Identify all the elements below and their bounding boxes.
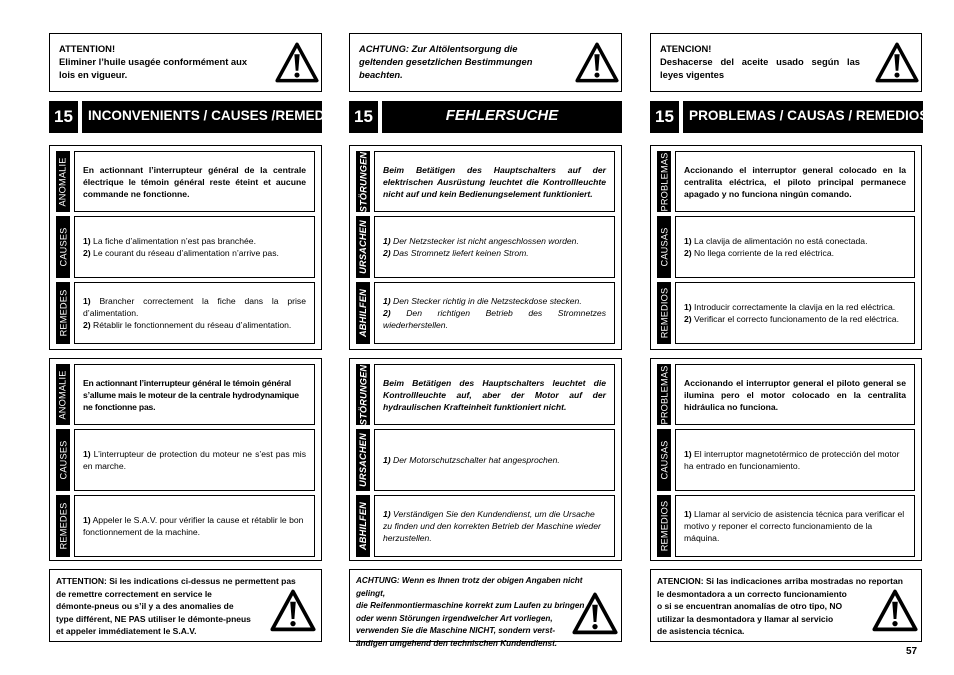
- warning-line: geltenden gesetzlichen Bestimmungen: [359, 56, 533, 67]
- bottom-warning-de: [349, 569, 622, 648]
- warning-line: beachten.: [359, 69, 403, 80]
- remedy-item: 1) Llamar al servicio de asistencia técnica para verificar el motivo y reponer el correcto funcionamiento de la máquina.: [684, 509, 905, 543]
- remedies-cell: [374, 495, 615, 557]
- warning-line: verwenden Sie die Maschine NICHT, sondern verst-: [356, 626, 556, 635]
- warning-line: de asistencia técnica.: [657, 626, 745, 636]
- remedies-cell: [74, 495, 315, 557]
- remedies-cell: [374, 282, 615, 344]
- warning-line: Eliminer l’huile usagée conformément aux: [59, 56, 248, 67]
- warning-line: lois en vigueur.: [59, 69, 128, 80]
- remedy-item: 2) Rétablir le fonctionnement du réseau d’alimentation.: [83, 320, 292, 330]
- warning-line: die Reifenmontiermaschine korrekt zum Laufen zu bringen: [356, 601, 585, 610]
- warning-line: oder wenn Störungen irgendwelcher Art vorliegen,: [356, 613, 553, 623]
- causes-cell: [675, 216, 915, 278]
- label-remedies: REMEDIOS: [657, 282, 671, 344]
- warning-line: ATTENTION: Si les indications ci-dessus ne permettent pas: [56, 576, 296, 586]
- label-remedies: REMEDIOS: [657, 495, 671, 557]
- remedy-item: 1) Introducir correctamente la clavija en la red eléctrica.: [684, 302, 896, 312]
- warning-triangle-icon: [872, 588, 918, 634]
- section-title: INCONVENIENTS / CAUSES /REMEDES: [82, 101, 322, 133]
- bottom-warning-es: [650, 569, 922, 642]
- warning-line: ATENCION: Si las indicaciones arriba mostradas no reportan: [657, 576, 903, 586]
- remedy-item: 1) Verständigen Sie den Kundendienst, um die Ursache zu finden und den korrekten Betrieb der Maschine wieder herzustellen.: [383, 509, 601, 543]
- warning-line: ACHTUNG: Zur Altölentsorgung die: [359, 43, 518, 54]
- causes-cell: [74, 216, 315, 278]
- cause-item: 2) Le courant du réseau d’alimentation n’arrive pas.: [83, 248, 279, 258]
- remedy-item: 1) Appeler le S.A.V. pour vérifier la cause et rétablir le bon fonctionnement de la machine.: [83, 515, 304, 537]
- warning-line: Deshacerse del aceite usado según las: [660, 56, 860, 67]
- warning-triangle-icon: [270, 588, 316, 634]
- warning-line: ACHTUNG: Wenn es Ihnen trotz der obigen Angaben nicht gelingt,: [356, 576, 583, 598]
- warning-line: ändigen umgehend den technischen Kundendienst.: [356, 638, 558, 648]
- label-remedies: ABHILFEN: [356, 495, 370, 557]
- warning-line: utilizar la desmontadora y llamar al servicio: [657, 613, 834, 624]
- problem-cell: Accionando el interruptor general el piloto general se ilumina pero el motor colocado en la centralita hidráulica no funciona.: [675, 364, 915, 425]
- problem-cell: En actionnant l’interrupteur général de la centrale électrique le témoin général reste éteint et aucune commande ne fonctionne.: [74, 151, 315, 212]
- label-anomaly: STÖRUNGEN: [356, 364, 370, 425]
- warning-triangle-icon: [275, 41, 319, 85]
- warning-line: type différent, NE PAS utiliser le démonte-pneus: [56, 613, 251, 624]
- troubleshooting-panel-2-fr: [49, 358, 322, 561]
- problem-cell: En actionnant l’interrupteur général le témoin général s’allume mais le moteur de la centrale hydrodynamique ne fonctionne pas.: [74, 364, 315, 425]
- section-header-fr: [49, 101, 343, 133]
- remedies-cell: [675, 495, 915, 557]
- cause-item: 1) L’interrupteur de protection du moteur ne s’est pas mis en marche.: [83, 449, 306, 471]
- bottom-warning-fr: [49, 569, 322, 642]
- remedies-cell: [74, 282, 315, 344]
- label-causes: CAUSES: [56, 429, 70, 491]
- section-header-de: [349, 101, 622, 133]
- warning-triangle-icon: [572, 591, 618, 637]
- warning-line: et appeler immédiatement le S.A.V.: [56, 626, 197, 636]
- label-remedies: ABHILFEN: [356, 282, 370, 344]
- section-number: 15: [49, 101, 78, 133]
- causes-cell: [374, 216, 615, 278]
- cause-item: 1) La clavija de alimentación no está conectada.: [684, 236, 868, 246]
- warning-line: le desmontadora a un correcto funcionamiento: [657, 588, 847, 599]
- top-warning-fr: [49, 33, 322, 92]
- troubleshooting-panel-2-de: [349, 358, 622, 561]
- cause-item: 1) El interruptor magnetotérmico de protección del motor ha entrado en funcionamiento.: [684, 449, 900, 471]
- label-remedies: REMEDES: [56, 495, 70, 557]
- cause-item: 1) La fiche d’alimentation n’est pas branchée.: [83, 236, 256, 246]
- label-causes: URSACHEN: [356, 429, 370, 491]
- label-anomaly: PROBLEMAS: [657, 151, 671, 212]
- warning-line: de remettre correctement en service le: [56, 588, 212, 599]
- warning-title: ATENCION!: [660, 43, 712, 54]
- warning-line: démonte-pneus ou s’il y a des anomalies de: [56, 601, 234, 611]
- section-title: FEHLERSUCHE: [382, 101, 622, 133]
- cause-item: 2) Das Stromnetz liefert keinen Strom.: [383, 248, 529, 258]
- warning-line: leyes vigentes: [660, 69, 725, 80]
- label-causes: URSACHEN: [356, 216, 370, 278]
- label-causes: CAUSES: [56, 216, 70, 278]
- label-causes: CAUSAS: [657, 216, 671, 278]
- warning-triangle-icon: [575, 41, 619, 85]
- problem-cell: Accionando el interruptor general colocado en la centralita eléctrica, el piloto principal permanece apagado y no funciona ningún comando.: [675, 151, 915, 212]
- problem-cell: Beim Betätigen des Hauptschalters leuchtet die Kontrollleuchte auf, aber der Motor auf der hydraulischen Krafteinheit funktioniert nicht.: [374, 364, 615, 425]
- label-anomaly: ANOMALIE: [56, 364, 70, 425]
- remedy-item: 2) Den richtigen Betrieb des Stromnetzes wiederherstellen.: [383, 308, 607, 330]
- cause-item: 1) Der Motorschutzschalter hat angesprochen.: [383, 455, 560, 465]
- section-title: PROBLEMAS / CAUSAS / REMEDIOS: [683, 101, 923, 133]
- cause-item: 2) No llega corriente de la red eléctrica.: [684, 248, 835, 258]
- section-number: 15: [349, 101, 378, 133]
- causes-cell: [374, 429, 615, 491]
- causes-cell: [74, 429, 315, 491]
- page-number: 57: [906, 646, 918, 657]
- section-header-es: [650, 101, 929, 133]
- remedy-item: 1) Den Stecker richtig in die Netzsteckdose stecken.: [383, 296, 582, 306]
- troubleshooting-panel-1-es: [650, 145, 922, 350]
- warning-title: ATTENTION!: [59, 43, 116, 54]
- problem-cell: Beim Betätigen des Hauptschalters auf der elektrischen Ausrüstung leuchtet die Kontrollleuchte nicht auf und kein Bedienungselement funktioniert.: [374, 151, 615, 212]
- causes-cell: [675, 429, 915, 491]
- label-anomaly: STÖRUNGEN: [356, 151, 370, 212]
- label-remedies: REMEDES: [56, 282, 70, 344]
- remedies-cell: [675, 282, 915, 344]
- troubleshooting-panel-1-fr: [49, 145, 322, 350]
- warning-line: o si se encuentran anomalías de otro tipo, NO: [657, 601, 843, 611]
- warning-triangle-icon: [875, 41, 919, 85]
- label-anomaly: PROBLEMAS: [657, 364, 671, 425]
- label-causes: CAUSAS: [657, 429, 671, 491]
- top-warning-es: [650, 33, 922, 92]
- top-warning-de: [349, 33, 622, 92]
- troubleshooting-panel-1-de: [349, 145, 622, 350]
- remedy-item: 2) Verificar el correcto funcionamento de la red eléctrica.: [684, 314, 899, 324]
- section-number: 15: [650, 101, 679, 133]
- troubleshooting-panel-2-es: [650, 358, 922, 561]
- remedy-item: 1) Brancher correctement la fiche dans la prise d’alimentation.: [83, 296, 307, 318]
- label-anomaly: ANOMALIE: [56, 151, 70, 212]
- cause-item: 1) Der Netzstecker ist nicht angeschlossen worden.: [383, 236, 579, 246]
